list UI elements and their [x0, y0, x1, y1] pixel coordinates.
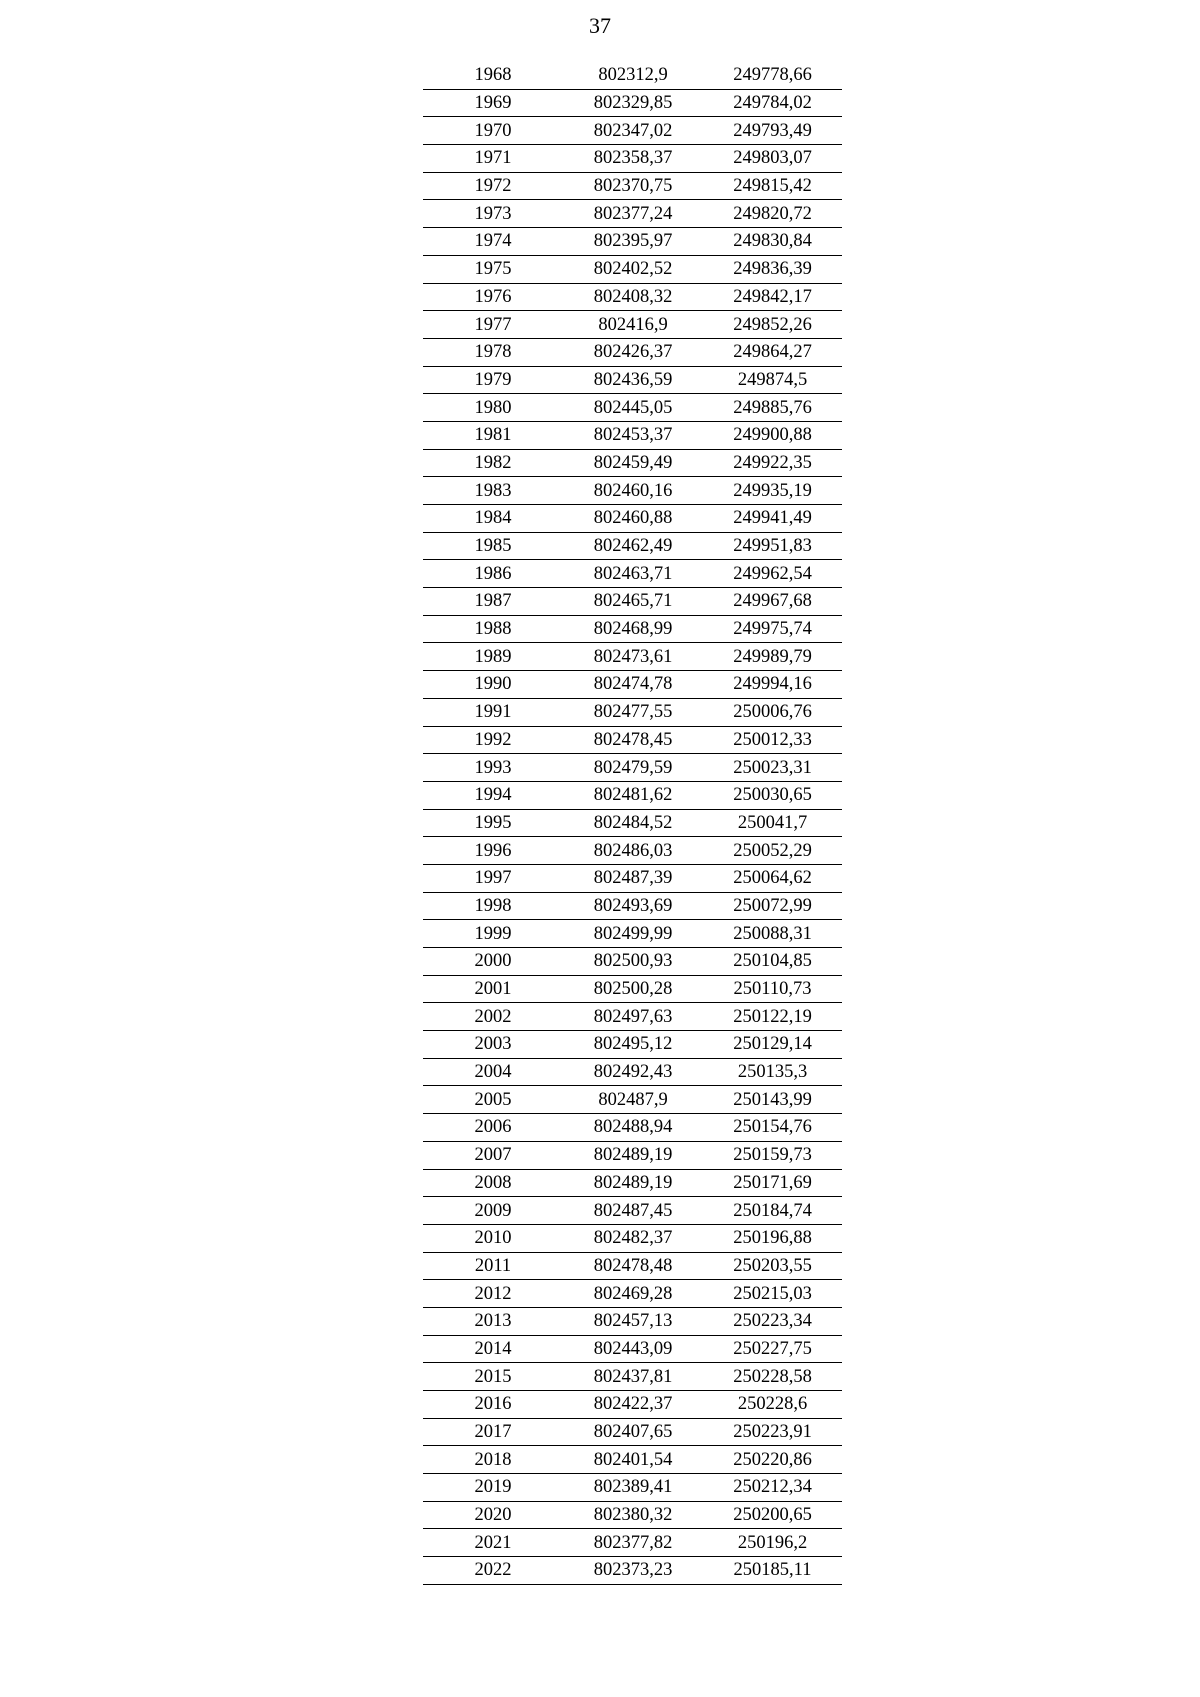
table-row: [423, 421, 842, 449]
table-row: [423, 837, 842, 865]
value-b-cell: 250041,7: [703, 809, 842, 837]
table-row: [423, 1446, 842, 1474]
value-a-cell: 802443,09: [563, 1335, 703, 1363]
table-row: [423, 892, 842, 920]
table-row: [423, 588, 842, 616]
value-a-cell: 802478,48: [563, 1252, 703, 1280]
value-a-cell: 802497,63: [563, 1003, 703, 1031]
table-row: [423, 948, 842, 976]
value-a-cell: 802479,59: [563, 754, 703, 782]
table-row: [423, 394, 842, 422]
value-b-cell: 250212,34: [703, 1474, 842, 1502]
year-cell: 2001: [423, 975, 563, 1003]
value-a-cell: 802478,45: [563, 726, 703, 754]
year-cell: 1991: [423, 698, 563, 726]
value-b-cell: 249922,35: [703, 449, 842, 477]
table-row: [423, 1501, 842, 1529]
value-b-cell: 249778,66: [703, 62, 842, 89]
value-a-cell: 802402,52: [563, 255, 703, 283]
value-a-cell: 802489,19: [563, 1141, 703, 1169]
table-row: [423, 228, 842, 256]
value-a-cell: 802408,32: [563, 283, 703, 311]
value-b-cell: 250104,85: [703, 948, 842, 976]
value-b-cell: 249989,79: [703, 643, 842, 671]
table-row: [423, 1031, 842, 1059]
table-row: [423, 698, 842, 726]
year-cell: 2018: [423, 1446, 563, 1474]
value-b-cell: 250064,62: [703, 864, 842, 892]
year-cell: 1994: [423, 781, 563, 809]
year-cell: 1970: [423, 117, 563, 145]
year-cell: 1993: [423, 754, 563, 782]
table-row: [423, 809, 842, 837]
value-b-cell: 250143,99: [703, 1086, 842, 1114]
value-b-cell: 250052,29: [703, 837, 842, 865]
table-row: [423, 1529, 842, 1557]
year-cell: 2003: [423, 1031, 563, 1059]
value-b-cell: 249874,5: [703, 366, 842, 394]
year-cell: 1981: [423, 421, 563, 449]
year-cell: 2013: [423, 1307, 563, 1335]
year-cell: 2016: [423, 1391, 563, 1419]
value-a-cell: 802474,78: [563, 671, 703, 699]
year-cell: 2015: [423, 1363, 563, 1391]
year-cell: 1979: [423, 366, 563, 394]
value-a-cell: 802377,82: [563, 1529, 703, 1557]
value-a-cell: 802436,59: [563, 366, 703, 394]
value-b-cell: 249941,49: [703, 505, 842, 533]
value-b-cell: 250154,76: [703, 1114, 842, 1142]
value-a-cell: 802347,02: [563, 117, 703, 145]
table-row: [423, 1114, 842, 1142]
value-b-cell: 249951,83: [703, 532, 842, 560]
value-a-cell: 802500,93: [563, 948, 703, 976]
table-row: [423, 1224, 842, 1252]
value-a-cell: 802493,69: [563, 892, 703, 920]
table-row: [423, 1363, 842, 1391]
value-a-cell: 802380,32: [563, 1501, 703, 1529]
table-row: [423, 366, 842, 394]
value-a-cell: 802457,13: [563, 1307, 703, 1335]
year-cell: 1980: [423, 394, 563, 422]
value-a-cell: 802469,28: [563, 1280, 703, 1308]
year-cell: 1995: [423, 809, 563, 837]
year-cell: 2005: [423, 1086, 563, 1114]
value-b-cell: 250185,11: [703, 1557, 842, 1585]
year-cell: 1989: [423, 643, 563, 671]
year-cell: 1976: [423, 283, 563, 311]
table-row: [423, 1418, 842, 1446]
value-a-cell: 802473,61: [563, 643, 703, 671]
value-a-cell: 802437,81: [563, 1363, 703, 1391]
value-b-cell: 249975,74: [703, 615, 842, 643]
value-a-cell: 802492,43: [563, 1058, 703, 1086]
year-cell: 2011: [423, 1252, 563, 1280]
year-cell: 2008: [423, 1169, 563, 1197]
year-cell: 2004: [423, 1058, 563, 1086]
year-cell: 1983: [423, 477, 563, 505]
value-b-cell: 250184,74: [703, 1197, 842, 1225]
value-a-cell: 802407,65: [563, 1418, 703, 1446]
value-a-cell: 802389,41: [563, 1474, 703, 1502]
page-number: 37: [589, 13, 611, 38]
table-row: [423, 283, 842, 311]
value-b-cell: 249994,16: [703, 671, 842, 699]
value-b-cell: 249803,07: [703, 145, 842, 173]
year-cell: 1969: [423, 89, 563, 117]
value-b-cell: 249967,68: [703, 588, 842, 616]
value-a-cell: 802487,39: [563, 864, 703, 892]
year-cell: 2020: [423, 1501, 563, 1529]
table-row: [423, 505, 842, 533]
table-row: [423, 1169, 842, 1197]
value-a-cell: 802495,12: [563, 1031, 703, 1059]
value-a-cell: 802329,85: [563, 89, 703, 117]
value-a-cell: 802482,37: [563, 1224, 703, 1252]
table-row: [423, 1280, 842, 1308]
year-cell: 1973: [423, 200, 563, 228]
value-a-cell: 802486,03: [563, 837, 703, 865]
value-b-cell: 250228,6: [703, 1391, 842, 1419]
year-cell: 2022: [423, 1557, 563, 1585]
table-row: [423, 89, 842, 117]
data-table: [423, 62, 842, 1585]
table-row: [423, 920, 842, 948]
year-cell: 1999: [423, 920, 563, 948]
year-cell: 2021: [423, 1529, 563, 1557]
table-row: [423, 560, 842, 588]
year-cell: 1984: [423, 505, 563, 533]
table-row: [423, 615, 842, 643]
value-a-cell: 802481,62: [563, 781, 703, 809]
year-cell: 1987: [423, 588, 563, 616]
table-row: [423, 1557, 842, 1585]
table-row: [423, 1197, 842, 1225]
year-cell: 1975: [423, 255, 563, 283]
year-cell: 2010: [423, 1224, 563, 1252]
table-row: [423, 532, 842, 560]
value-b-cell: 250122,19: [703, 1003, 842, 1031]
year-cell: 1978: [423, 338, 563, 366]
value-b-cell: 250223,91: [703, 1418, 842, 1446]
value-a-cell: 802477,55: [563, 698, 703, 726]
table-row: [423, 449, 842, 477]
table-row: [423, 643, 842, 671]
value-b-cell: 249784,02: [703, 89, 842, 117]
table-row: [423, 145, 842, 173]
year-cell: 1972: [423, 172, 563, 200]
table-row: [423, 62, 842, 89]
value-b-cell: 249820,72: [703, 200, 842, 228]
year-cell: 2002: [423, 1003, 563, 1031]
year-cell: 2017: [423, 1418, 563, 1446]
value-a-cell: 802460,88: [563, 505, 703, 533]
year-cell: 1997: [423, 864, 563, 892]
year-cell: 1977: [423, 311, 563, 339]
value-a-cell: 802422,37: [563, 1391, 703, 1419]
value-b-cell: 250006,76: [703, 698, 842, 726]
value-b-cell: 250215,03: [703, 1280, 842, 1308]
year-cell: 1990: [423, 671, 563, 699]
table-row: [423, 172, 842, 200]
value-a-cell: 802460,16: [563, 477, 703, 505]
value-a-cell: 802487,45: [563, 1197, 703, 1225]
value-b-cell: 250072,99: [703, 892, 842, 920]
table-row: [423, 338, 842, 366]
value-a-cell: 802373,23: [563, 1557, 703, 1585]
value-a-cell: 802358,37: [563, 145, 703, 173]
value-a-cell: 802370,75: [563, 172, 703, 200]
table-row: [423, 671, 842, 699]
year-cell: 1985: [423, 532, 563, 560]
value-b-cell: 250223,34: [703, 1307, 842, 1335]
value-b-cell: 250135,3: [703, 1058, 842, 1086]
value-a-cell: 802487,9: [563, 1086, 703, 1114]
value-b-cell: 250012,33: [703, 726, 842, 754]
value-a-cell: 802312,9: [563, 62, 703, 89]
value-a-cell: 802453,37: [563, 421, 703, 449]
value-a-cell: 802377,24: [563, 200, 703, 228]
value-a-cell: 802401,54: [563, 1446, 703, 1474]
table-row: [423, 1058, 842, 1086]
value-b-cell: 250159,73: [703, 1141, 842, 1169]
year-cell: 2014: [423, 1335, 563, 1363]
year-cell: 2019: [423, 1474, 563, 1502]
year-cell: 1971: [423, 145, 563, 173]
value-b-cell: 250023,31: [703, 754, 842, 782]
value-b-cell: 250227,75: [703, 1335, 842, 1363]
table-row: [423, 1307, 842, 1335]
table-row: [423, 117, 842, 145]
table-row: [423, 311, 842, 339]
value-b-cell: 250171,69: [703, 1169, 842, 1197]
year-cell: 2012: [423, 1280, 563, 1308]
value-a-cell: 802445,05: [563, 394, 703, 422]
value-b-cell: 249852,26: [703, 311, 842, 339]
value-a-cell: 802462,49: [563, 532, 703, 560]
table-row: [423, 1391, 842, 1419]
table-row: [423, 781, 842, 809]
table-row: [423, 754, 842, 782]
year-cell: 1992: [423, 726, 563, 754]
value-b-cell: 249864,27: [703, 338, 842, 366]
value-a-cell: 802499,99: [563, 920, 703, 948]
value-b-cell: 250088,31: [703, 920, 842, 948]
table-row: [423, 1003, 842, 1031]
table-row: [423, 1141, 842, 1169]
value-a-cell: 802484,52: [563, 809, 703, 837]
value-b-cell: 250228,58: [703, 1363, 842, 1391]
table-row: [423, 726, 842, 754]
table-body: [423, 62, 842, 1584]
table-row: [423, 255, 842, 283]
value-b-cell: 249793,49: [703, 117, 842, 145]
table-row: [423, 1086, 842, 1114]
value-b-cell: 250030,65: [703, 781, 842, 809]
value-b-cell: 250220,86: [703, 1446, 842, 1474]
value-b-cell: 249935,19: [703, 477, 842, 505]
value-b-cell: 250200,65: [703, 1501, 842, 1529]
year-cell: 1996: [423, 837, 563, 865]
year-cell: 2007: [423, 1141, 563, 1169]
value-a-cell: 802489,19: [563, 1169, 703, 1197]
value-b-cell: 250203,55: [703, 1252, 842, 1280]
year-cell: 1986: [423, 560, 563, 588]
value-b-cell: 249900,88: [703, 421, 842, 449]
value-b-cell: 250196,2: [703, 1529, 842, 1557]
table-row: [423, 1474, 842, 1502]
value-b-cell: 250196,88: [703, 1224, 842, 1252]
value-a-cell: 802426,37: [563, 338, 703, 366]
table-row: [423, 864, 842, 892]
value-b-cell: 249836,39: [703, 255, 842, 283]
value-b-cell: 249885,76: [703, 394, 842, 422]
value-b-cell: 249962,54: [703, 560, 842, 588]
table-row: [423, 200, 842, 228]
table-row: [423, 477, 842, 505]
table-row: [423, 1252, 842, 1280]
value-a-cell: 802465,71: [563, 588, 703, 616]
year-cell: 1968: [423, 62, 563, 89]
year-cell: 1982: [423, 449, 563, 477]
year-cell: 1998: [423, 892, 563, 920]
value-a-cell: 802459,49: [563, 449, 703, 477]
year-cell: 1974: [423, 228, 563, 256]
value-a-cell: 802500,28: [563, 975, 703, 1003]
year-cell: 1988: [423, 615, 563, 643]
value-b-cell: 250110,73: [703, 975, 842, 1003]
value-a-cell: 802416,9: [563, 311, 703, 339]
value-b-cell: 249842,17: [703, 283, 842, 311]
year-cell: 2006: [423, 1114, 563, 1142]
value-b-cell: 249815,42: [703, 172, 842, 200]
table-row: [423, 1335, 842, 1363]
table-row: [423, 975, 842, 1003]
value-b-cell: 249830,84: [703, 228, 842, 256]
value-a-cell: 802395,97: [563, 228, 703, 256]
year-cell: 2000: [423, 948, 563, 976]
value-b-cell: 250129,14: [703, 1031, 842, 1059]
value-a-cell: 802488,94: [563, 1114, 703, 1142]
year-cell: 2009: [423, 1197, 563, 1225]
value-a-cell: 802468,99: [563, 615, 703, 643]
value-a-cell: 802463,71: [563, 560, 703, 588]
